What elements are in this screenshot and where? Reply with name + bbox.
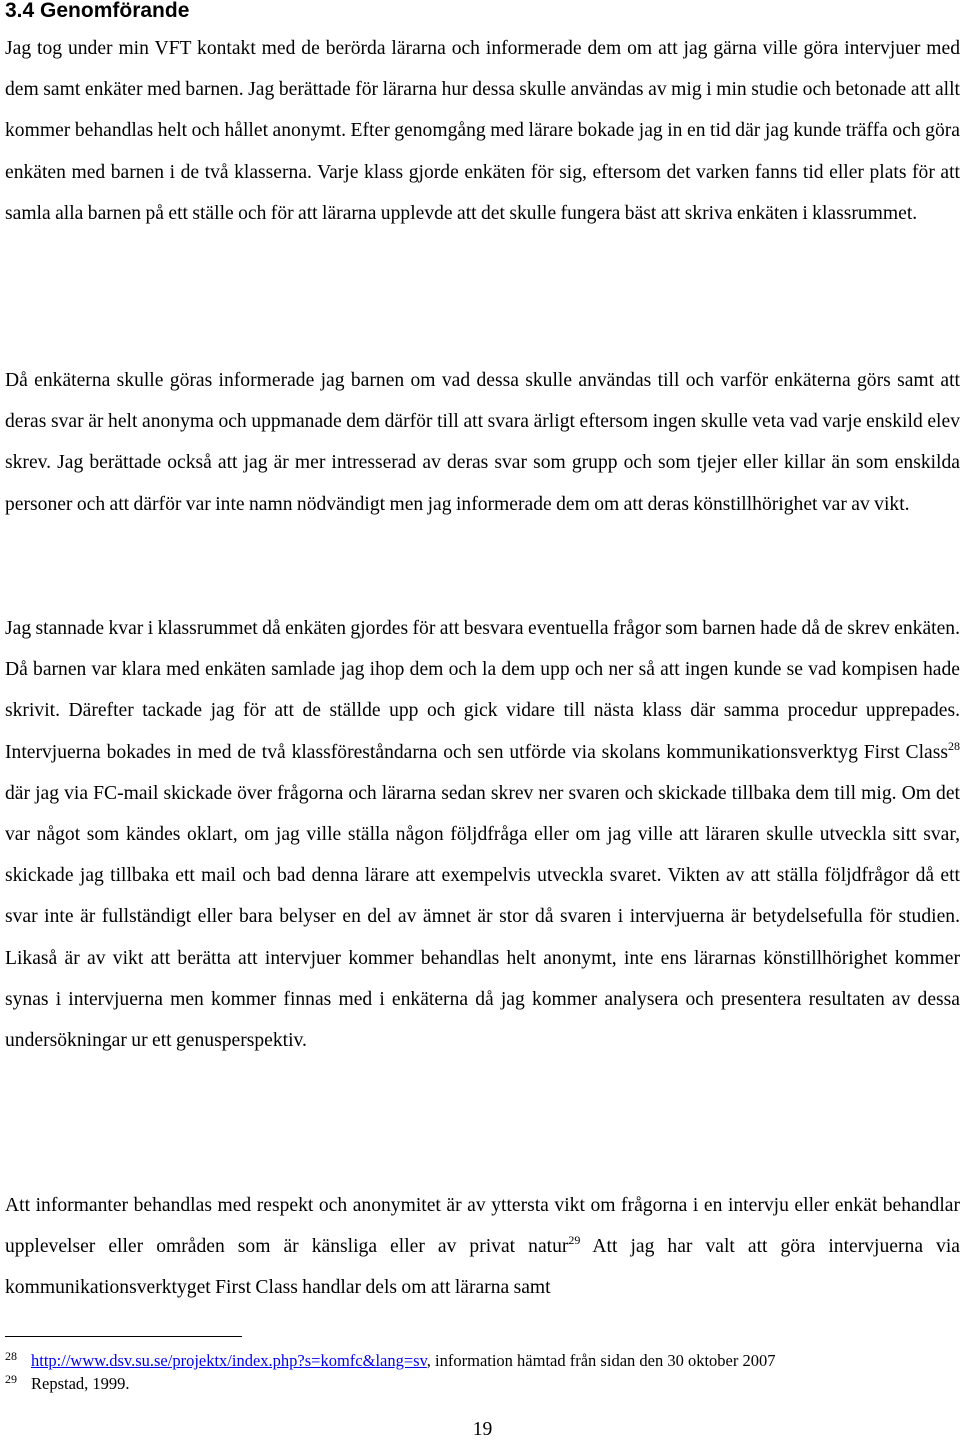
paragraph-4 [5,1185,960,1309]
paragraph-4-part-1: Att informanter behandlas med respekt och anonymitet är av yttersta vikt om frågorna i en intervju eller enkät behandlar upplevelser eller områden som är känsliga eller av privat natur [5,1195,960,1258]
footnote-text: Repstad, 1999. [31,1374,130,1393]
page-number: 19 [472,1419,493,1440]
footnote-link[interactable]: http://www.dsv.su.se/projektx/index.php?s=komfc&lang=sv [31,1351,427,1370]
footnote-ref-29[interactable]: 29 [568,1233,581,1248]
paragraph-2: Då enkäterna skulle göras informerade jag barnen om vad dessa skulle användas till och varför enkäterna görs samt att deras svar är helt anonyma och uppmanade dem därför till att svara ärligt eftersom ingen skulle veta vad varje enskild elev skrev. Jag berättade också att jag är mer intresserad av deras svar som grupp och som tjejer eller killar än som enskilda personer och att därför var inte namn nödvändigt men jag informerade dem om att deras könstillhörighet var av vikt. [5,370,960,515]
paragraph-3-part-1: Jag stannade kvar i klassrummet då enkäten gjordes för att besvara eventuella frågor som barnen hade då de skrev enkäten. Då barnen var klara med enkäten samlade jag ihop dem och la dem upp och ner så att ingen kunde se vad kompisen hade skrivit. Därefter tackade jag för att de ställde upp och gick vidare till nästa klass där samma procedur upprepades. Intervjuerna bokades in med de två klassföreståndarna och sen utförde via skolans kommunikationsverktyg First Class [5,618,960,763]
footnote-text: , information hämtad från sidan den 30 oktober 2007 [426,1351,776,1370]
footnote-number: 28 [5,1349,17,1363]
paragraph-3-part-2: där jag via FC-mail skickade över frågorna och lärarna sedan skrev ner svaren och skickade tillbaka dem till mig. Om det var något som kändes oklart, om jag ville ställa någon följdfråga eller om jag ville att läraren skulle utveckla sitt svar, skickade jag tillbaka ett mail och bad denna lärare att exempelvis utveckla svaret. Vikten av att ställa följdfrågor då ett svar inte är fullständigt eller bara belyser en del av ämnet är stor då svaren i intervjuerna är betydelsefulla för studien. Likaså är av vikt att berätta att intervjuer kommer behandlas helt anonymt, inte ens lärarnas könstillhörighet kommer synas i intervjuerna men kommer finnas med i enkäterna då jag kommer analysera och presentera resultaten av dessa undersökningar ur ett genusperspektiv. [5,782,960,1052]
paragraph-3 [5,608,960,1061]
footnote-number: 29 [5,1372,17,1386]
footnote-ref-28[interactable]: 28 [948,738,960,753]
document-page [5,0,960,1442]
paragraph-4-part-2: Att jag har valt att göra intervjuerna via kommunikationsverktyget First Class handlar dels om att lärarna samt [5,1236,960,1299]
footnote-29 [5,1368,130,1395]
paragraph-1: Jag tog under min VFT kontakt med de berörda lärarna och informerade dem om att jag gärna ville göra intervjuer med dem samt enkäter med barnen. Jag berättade för lärarna hur dessa skulle användas av mig i min studie och betonade att allt kommer behandlas helt och hållet anonymt. Efter genomgång med lärare bokade jag in en tid där jag kunde träffa och göra enkäten med barnen i de två klasserna. Varje klass gjorde enkäten för sig, eftersom det varken fanns tid eller plats för att samla alla barnen på ett ställe och för att lärarna upplevde att det skulle fungera bäst att skriva enkäten i klassrummet. [5,38,960,224]
section-heading: 3.4 Genomförande [5,0,190,22]
footnote-divider [5,1336,242,1337]
